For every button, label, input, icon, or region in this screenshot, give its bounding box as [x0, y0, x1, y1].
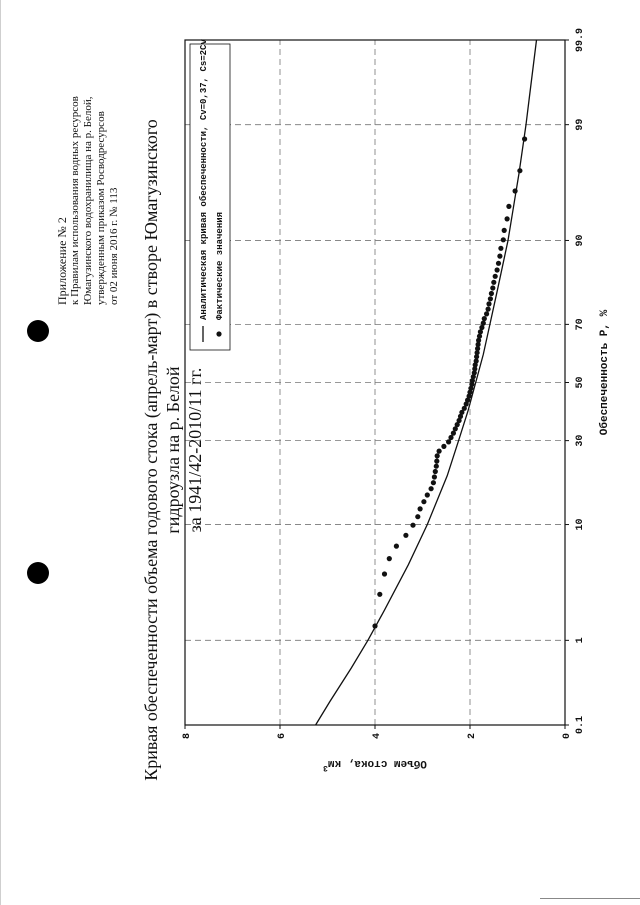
observed-point	[482, 316, 487, 321]
x-tick-label: 10	[575, 518, 586, 531]
observed-point	[446, 439, 451, 444]
observed-point	[506, 204, 511, 209]
y-tick-label: 0	[562, 733, 573, 740]
legend-point-swatch	[216, 331, 221, 336]
observed-point	[505, 216, 510, 221]
observed-point	[387, 556, 392, 561]
observed-point	[513, 188, 518, 193]
legend-entry-points: Фактические значения	[215, 211, 225, 320]
observed-point	[486, 301, 491, 306]
x-tick-label: 30	[575, 434, 586, 447]
chart-title-line2: за 1941/42-2010/11 гг.	[185, 367, 205, 533]
observed-point	[433, 469, 438, 474]
observed-point	[502, 228, 507, 233]
y-tick-label: 4	[372, 733, 383, 740]
observed-point	[486, 306, 491, 311]
observed-point	[495, 267, 500, 272]
observed-point	[403, 533, 408, 538]
x-tick-label: 1	[575, 637, 586, 644]
observed-point	[394, 544, 399, 549]
observed-point	[517, 168, 522, 173]
observed-point	[477, 334, 482, 339]
observed-point	[522, 136, 527, 141]
observed-point	[484, 311, 489, 316]
observed-point	[448, 435, 453, 440]
appendix-heading: Приложение № 2	[55, 217, 69, 305]
observed-point	[425, 492, 430, 497]
appendix-line: утвержденным приказом Росводресурсов	[95, 111, 107, 305]
observed-point	[434, 464, 439, 469]
x-tick-label: 0.1	[575, 715, 586, 735]
legend-entry-curve: Аналитическая кривая обеспеченности, Cv=0,37, Cs=2Cv	[199, 39, 209, 320]
observed-point	[493, 274, 498, 279]
y-tick-label: 6	[277, 733, 288, 740]
appendix-line: от 02 июня 2016 г. № 113	[108, 187, 120, 305]
observed-point	[488, 296, 493, 301]
x-tick-label: 99.9	[575, 27, 586, 53]
observed-point	[481, 320, 486, 325]
observed-point	[429, 486, 434, 491]
y-tick-label: 8	[182, 733, 193, 740]
observed-point	[489, 291, 494, 296]
appendix-line: Юмагузинского водохранилища на р. Белой,	[82, 96, 94, 305]
observed-point	[497, 253, 502, 258]
observed-point	[418, 506, 423, 511]
appendix-line: к Правилам использования водных ресурсов	[69, 96, 81, 305]
observed-point	[377, 592, 382, 597]
x-axis-label: Обеспеченность P, %	[599, 309, 611, 436]
observed-point	[372, 623, 377, 628]
observed-point	[415, 514, 420, 519]
y-axis-label: Объем стока, $км^3$	[323, 757, 427, 772]
chart-title-line1: Кривая обеспеченности объема годового стока (апрель-март) в створе Юмагузинского гидроузла на р. Белой	[141, 119, 183, 781]
observed-point	[437, 449, 442, 454]
observed-point	[421, 499, 426, 504]
observed-point	[501, 237, 506, 242]
observed-point	[434, 459, 439, 464]
observed-point	[382, 571, 387, 576]
grid-layer	[185, 40, 565, 725]
observed-point	[432, 474, 437, 479]
observed-point	[490, 285, 495, 290]
observed-point	[441, 444, 446, 449]
axes-layer	[182, 28, 611, 772]
x-tick-label: 99	[575, 118, 586, 131]
observed-point	[435, 453, 440, 458]
observed-point	[410, 523, 415, 528]
observed-point	[479, 325, 484, 330]
observed-point	[496, 261, 501, 266]
y-axis-label-group	[323, 757, 427, 772]
observed-point	[498, 246, 503, 251]
observed-point	[491, 280, 496, 285]
x-tick-label: 70	[575, 318, 586, 331]
legend-layer	[190, 39, 230, 350]
x-tick-label: 50	[575, 376, 586, 389]
y-axis-label-superscript: 3	[323, 763, 328, 772]
y-tick-label: 2	[467, 733, 478, 740]
observed-point	[431, 480, 436, 485]
x-tick-label: 90	[575, 234, 586, 247]
